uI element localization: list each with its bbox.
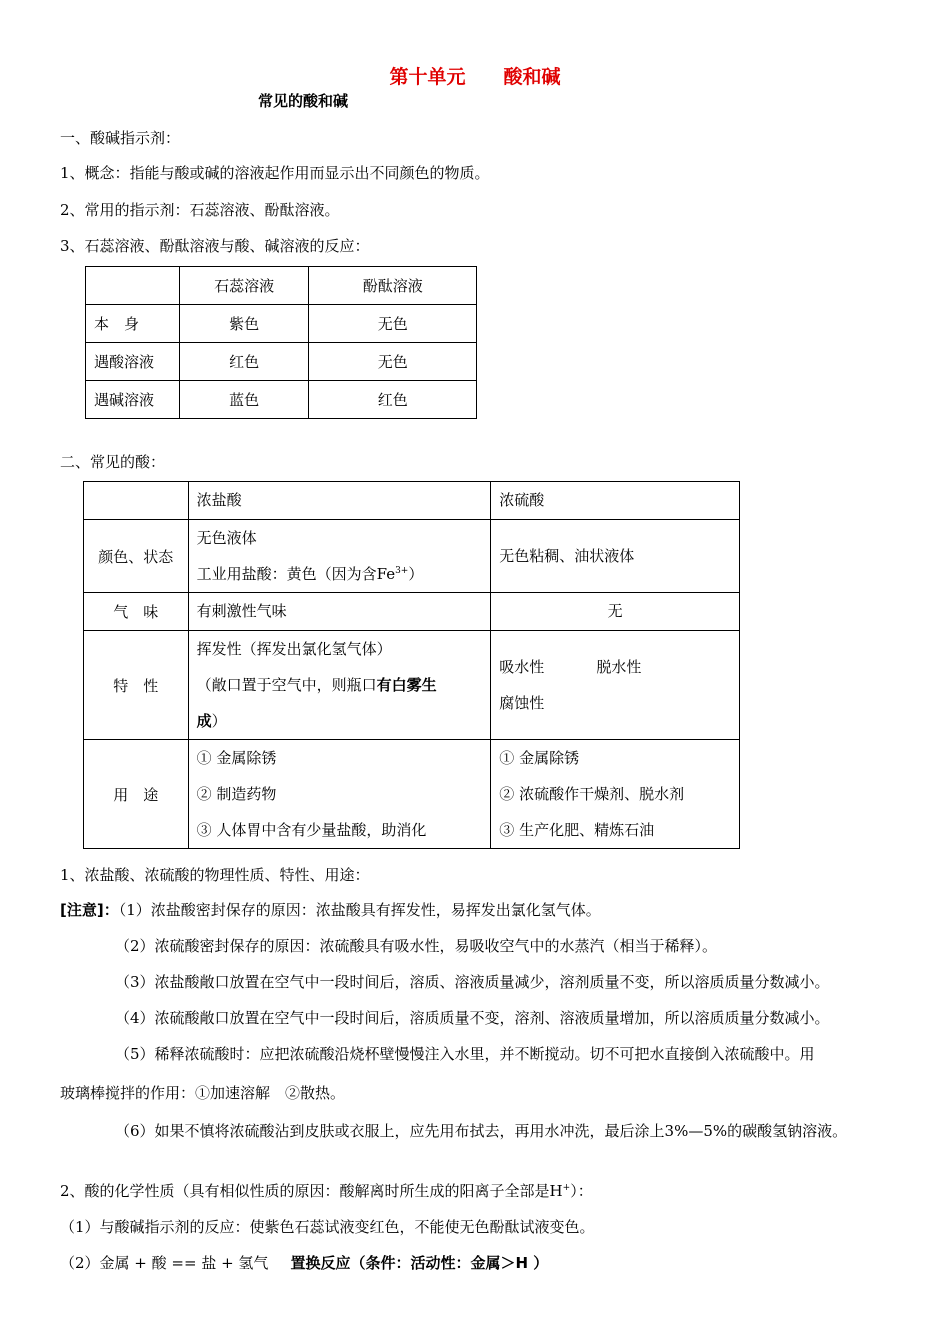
table-cell bbox=[86, 267, 180, 305]
cell-text: 成） bbox=[196, 712, 227, 730]
table-cell: 红色 bbox=[179, 343, 309, 381]
cell-text: 工业用盐酸：黄色（因为含$Fe^{3+}$） bbox=[196, 565, 424, 583]
table-row bbox=[84, 740, 740, 849]
cell-text: 无色液体 bbox=[196, 529, 257, 547]
note-1: [注意]：（1）浓盐酸密封保存的原因：浓盐酸具有挥发性，易挥发出氯化氢气体。 bbox=[60, 901, 601, 919]
row-label: 用 途 bbox=[84, 740, 189, 849]
row-label: 特 性 bbox=[84, 631, 189, 740]
table-header bbox=[491, 482, 740, 520]
cell-text: 无色粘稠、油状液体 bbox=[499, 547, 635, 565]
cell-text: 腐蚀性 bbox=[499, 694, 545, 712]
table-row bbox=[84, 482, 740, 520]
table-row bbox=[84, 520, 740, 593]
cell-text: （敞口置于空气中，则瓶口有白雾生 bbox=[196, 676, 437, 694]
cell-text: ① 金属除锈 bbox=[499, 749, 580, 767]
row-label: 颜色、状态 bbox=[84, 520, 189, 593]
table-cell: 无色 bbox=[309, 305, 477, 343]
cell-text: ② 制造药物 bbox=[196, 785, 277, 803]
h2so4-header: 浓硫酸 bbox=[499, 491, 545, 509]
table-cell: 紫色 bbox=[179, 305, 309, 343]
table-row bbox=[86, 305, 477, 343]
note-6: （6）如果不慎将浓硫酸沾到皮肤或衣服上，应先用布拭去，再用水冲洗，最后涂上3%—5%的碳酸氢钠溶液。 bbox=[115, 1122, 848, 1140]
cell-text: ③ 人体胃中含有少量盐酸，助消化 bbox=[196, 821, 427, 839]
section1-item3: 3、石蕊溶液、酚酞溶液与酸、碱溶液的反应： bbox=[60, 237, 370, 255]
indicator-table bbox=[85, 266, 477, 419]
cell-text: ③ 生产化肥、精炼石油 bbox=[499, 821, 655, 839]
table-row bbox=[84, 593, 740, 631]
note-3: （3）浓盐酸敞口放置在空气中一段时间后，溶质、溶液质量减少，溶剂质量不变，所以溶质质量分数减小。 bbox=[115, 973, 830, 991]
section2-heading: 二、常见的酸： bbox=[60, 453, 166, 471]
table-cell: 红色 bbox=[309, 381, 477, 419]
note-5b: 玻璃棒搅拌的作用：①加速溶解 ②散热。 bbox=[60, 1084, 346, 1102]
table-cell bbox=[491, 631, 740, 740]
acid-table bbox=[83, 481, 740, 849]
note-4: （4）浓硫酸敞口放置在空气中一段时间后，溶质质量不变，溶剂、溶液质量增加，所以溶质质量分数减小。 bbox=[115, 1009, 830, 1027]
note-2: （2）浓硫酸密封保存的原因：浓硫酸具有吸水性，易吸收空气中的水蒸汽（相当于稀释）。 bbox=[115, 937, 718, 955]
table-cell bbox=[84, 482, 189, 520]
cell-text: 有刺激性气味 bbox=[196, 602, 287, 620]
chem-item2: 2、酸的化学性质（具有相似性质的原因：酸解离时所生成的阳离子全部是H+）： bbox=[60, 1182, 593, 1200]
table-cell: 蓝色 bbox=[179, 381, 309, 419]
table-header: 石蕊溶液 bbox=[179, 267, 309, 305]
table-cell: 遇酸溶液 bbox=[86, 343, 180, 381]
hcl-header: 浓盐酸 bbox=[196, 491, 242, 509]
cell-text: ① 金属除锈 bbox=[196, 749, 277, 767]
cell-text: ② 浓硫酸作干燥剂、脱水剂 bbox=[499, 785, 685, 803]
section1-heading: 一、酸碱指示剂： bbox=[60, 129, 181, 147]
table-row bbox=[86, 381, 477, 419]
page-title: 第十单元 酸和碱 bbox=[389, 66, 561, 88]
table-header: 酚酞溶液 bbox=[309, 267, 477, 305]
table-cell: 本 身 bbox=[86, 305, 180, 343]
table-cell bbox=[491, 520, 740, 593]
table-cell bbox=[188, 593, 491, 631]
table-cell bbox=[188, 520, 491, 593]
table-row bbox=[84, 631, 740, 740]
section1-item2: 2、常用的指示剂：石蕊溶液、酚酞溶液。 bbox=[60, 201, 340, 219]
notes-item1: 1、浓盐酸、浓硫酸的物理性质、特性、用途： bbox=[60, 866, 370, 884]
page-subtitle: 常见的酸和碱 bbox=[258, 92, 349, 110]
cell-text: 挥发性（挥发出氯化氢气体） bbox=[196, 640, 392, 658]
table-cell bbox=[491, 593, 740, 631]
table-header bbox=[188, 482, 491, 520]
cell-text: 无 bbox=[607, 602, 623, 620]
table-cell bbox=[491, 740, 740, 849]
row-label: 气 味 bbox=[84, 593, 189, 631]
table-cell bbox=[188, 740, 491, 849]
cell-text: 吸水性 脱水性 bbox=[499, 658, 642, 676]
table-cell: 遇碱溶液 bbox=[86, 381, 180, 419]
table-row bbox=[86, 343, 477, 381]
table-cell bbox=[188, 631, 491, 740]
table-cell: 无色 bbox=[309, 343, 477, 381]
note-5a: （5）稀释浓硫酸时：应把浓硫酸沿烧杯壁慢慢注入水里，并不断搅动。切不可把水直接倒入浓硫酸中。用 bbox=[115, 1045, 815, 1063]
section1-item1: 1、概念：指能与酸或碱的溶液起作用而显示出不同颜色的物质。 bbox=[60, 164, 490, 182]
chem-property-1: （1）与酸碱指示剂的反应：使紫色石蕊试液变红色，不能使无色酚酞试液变色。 bbox=[60, 1218, 595, 1236]
chem-property-2: （2）金属 + 酸 == 盐 + 氢气 置换反应（条件：活动性：金属＞H ） bbox=[60, 1254, 549, 1272]
table-row bbox=[86, 267, 477, 305]
